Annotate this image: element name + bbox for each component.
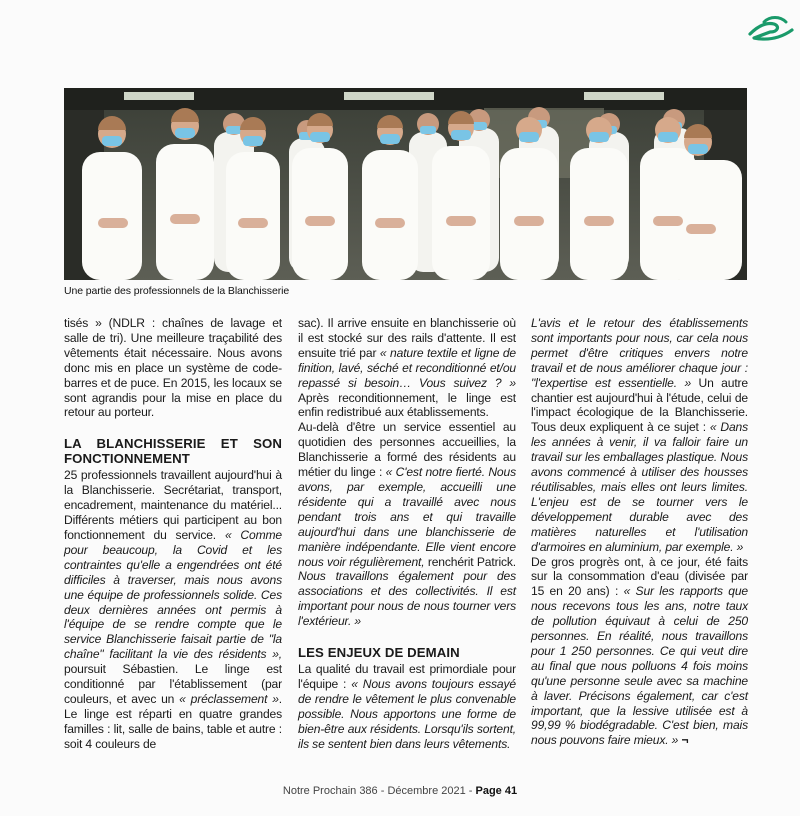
- paragraph: [531, 316, 748, 555]
- quote-text: « nature textile et ligne de finition, lavé, séché et reconditionné et/ou repassé si besoin… Vous suivez ? »: [298, 345, 516, 390]
- paragraph: [298, 662, 516, 751]
- paragraph: [298, 316, 516, 420]
- paragraph-text: tisés » (NDLR : chaînes de lavage et salle de tri). Une meilleure traçabilité des vêtements était nécessaire. Nous avons donc mis en place un système de code-barres et de puce. En 2015, les locaux se sont agrandis pour la mise en place du retour au porteur.: [64, 316, 282, 420]
- quote-text: « Dans les années à venir, il va falloir faire un travail sur les emballages plastique. Nous avons commencé à utiliser des housses réutilisables, mais elles ont leurs limites. L'enjeu est de se tourner vers le développement durable avec des matières naturelles et l'utilisation d'armoires en aluminium, par exemple. »: [531, 420, 749, 554]
- photo-caption: Une partie des professionnels de la Blanchisserie: [64, 285, 290, 297]
- paragraph-text: La qualité du travail est primordiale pour l'équipe :: [298, 662, 516, 691]
- quote-text: « préclassement »: [179, 691, 279, 706]
- quote-text: « Comme pour beaucoup, la Covid et les contraintes qu'elle a engendrées ont été difficiles à traverser, mais nous avons une équipe de professionnels solide. Ces deux dernières années ont permis à l'équipe de se rendre compte que le service Blanchisserie faisait partie de "la chaîne" facilitant la vie des résidents »,: [64, 527, 282, 662]
- article-column-2: [298, 316, 516, 751]
- paragraph-text: Au-delà d'être un service essentiel au quotidien des personnes accueillies, la Blanchisserie a formé des résidents au métier du linge :: [298, 420, 516, 480]
- footer-publication: Notre Prochain 386 - Décembre 2021 -: [282, 785, 476, 797]
- paragraph: [298, 420, 516, 629]
- article-column-1: [64, 316, 282, 752]
- paragraph-text: renchérit Patrick.: [424, 554, 517, 569]
- paragraph-text: sac). Il arrive ensuite en blanchisserie où il est stocké sur des rails d'attente. Il est ensuite trié par: [298, 316, 516, 360]
- quote-text: « C'est notre fierté. Nous avons, par exemple, accueilli une résidente qui a travaillé avec nous pendant trois ans et qui travaille aujourd'hui dans une blanchisserie de manière indépendante. Elle vient encore nous voir régulièrement,: [298, 465, 516, 569]
- paragraph-text: De gros progrès ont, à ce jour, été faits sur la consommation d'eau (divisée par 15 en 20 ans) :: [531, 554, 748, 599]
- paragraph-text: Après reconditionnement, le linge est enfin redistribué aux établissements.: [298, 390, 516, 420]
- paragraph: [64, 468, 282, 751]
- page-footer: [0, 785, 800, 797]
- page-number: Page 41: [475, 785, 518, 797]
- paragraph-text: 25 professionnels travaillent aujourd'hui à la Blanchisserie. Secrétariat, transport, encadrement, maintenance du matériel... Différents métiers qui participent au bon fonctionnement du service.: [64, 468, 282, 542]
- team-photo: [64, 88, 747, 280]
- paragraph-text: . Le linge est réparti en quatre grandes familles : lit, salle de bains, table et autre : soit 4 couleurs de: [64, 691, 282, 751]
- quote-text: Nous travaillons également pour des associations et des collectivités. Il est important pour nous de nous tourner vers l'extérieur. »: [298, 569, 516, 629]
- quote-text: L'avis et le retour des établissements sont importants pour nous, car cela nous permet d'être critiques envers notre travail et de nous améliorer chaque jour : "l'expertise est essentielle. »: [531, 316, 748, 390]
- publication-logo: [744, 14, 796, 44]
- paragraph-text: poursuit Sébastien. Le linge est conditionné par l'établissement (par couleurs, et avec un: [64, 662, 282, 706]
- article-column-3: [531, 316, 748, 748]
- paragraph-text: Un autre chantier est aujourd'hui à l'étude, celui de l'impact écologique de la Blanchisserie. Tous deux expliquent à ce sujet :: [531, 375, 749, 435]
- section-heading: LES ENJEUX DE DEMAIN: [298, 645, 460, 661]
- section-heading: LA BLANCHISSERIE ET SON FONCTIONNEMENT: [64, 436, 282, 467]
- quote-text: « Nous avons toujours essayé de rendre le vêtement le plus convenable possible. Nous apportons une forme de bien-être aux résidents. Lorsqu'ils sortent, ils se sentent bien dans leurs vêtements.: [298, 676, 516, 751]
- paragraph: [64, 316, 282, 420]
- quote-text: « Sur les rapports que nous recevons tous les ans, notre taux de pollution équivaut à celui de 250 personnes. En réalité, nous travaillons pour 1 250 personnes. Ce qui veut dire au final que nous polluons 4 fois moins qu'une personne seule avec sa machine à laver. Précisons également, car c'est important, que la lessive utilisée est à 99,99 % biodégradable. C'est bien, mais nous pouvons faire mieux. »: [531, 584, 748, 748]
- end-of-article-mark: ¬: [681, 733, 689, 748]
- paragraph: [531, 555, 748, 749]
